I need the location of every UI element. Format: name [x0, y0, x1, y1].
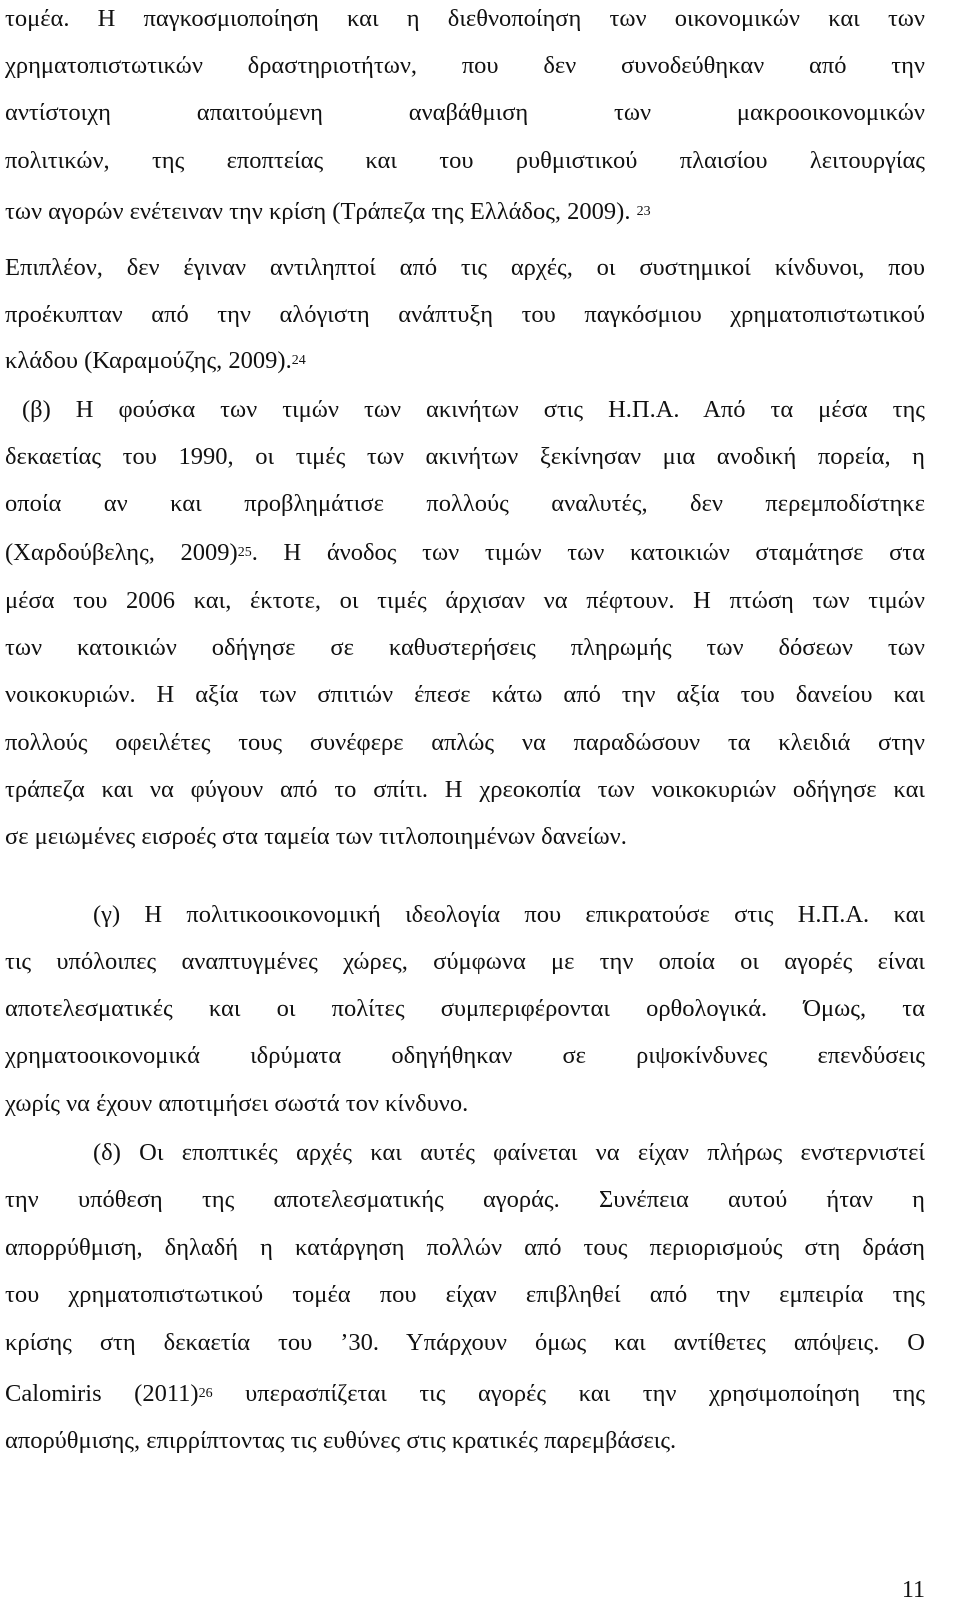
text-line — [5, 633, 925, 663]
line-text: κλάδου (Καραμούζης, 2009). — [5, 347, 292, 374]
line-text: αντίστοιχη απαιτούμενη αναβάθμιση των μακροοικονομικών — [5, 99, 925, 126]
line-text: (γ) Η πολιτικοοικονομική ιδεολογία που επικρατούσε στις Η.Π.Α. και — [93, 901, 925, 928]
text-line — [5, 1233, 925, 1263]
line-text: υπερασπίζεται τις αγορές και την χρησιμοποίηση της — [212, 1380, 925, 1407]
line-text: των κατοικιών οδήγησε σε καθυστερήσεις πληρωμής των δόσεων των — [5, 634, 925, 661]
text-line — [5, 822, 925, 852]
text-line — [5, 994, 925, 1024]
text-line — [5, 947, 925, 977]
text-line — [5, 1041, 925, 1071]
text-line — [5, 586, 925, 616]
line-text: (β) Η φούσκα των τιμών των ακινήτων στις Η.Π.Α. Από τα μέσα της — [22, 396, 925, 423]
line-text: χρηματοπιστωτικών δραστηριοτήτων, που δεν συνοδεύθηκαν από την — [5, 52, 925, 79]
line-text: την υπόθεση της αποτελεσματικής αγοράς. Συνέπεια αυτού ήταν η — [5, 1186, 925, 1213]
text-line — [22, 395, 925, 425]
page-number: 11 — [901, 1577, 925, 1603]
footnote-ref: 25 — [237, 545, 252, 560]
line-text: αποτελεσματικές και οι πολίτες συμπεριφέρονται ορθολογικά. Όμως, τα — [5, 995, 925, 1022]
text-line — [5, 538, 925, 568]
line-text: κρίσης στη δεκαετία του ’30. Υπάρχουν όμως και αντίθετες απόψεις. Ο — [5, 1329, 925, 1356]
text-line — [5, 1328, 925, 1358]
line-text: μέσα του 2006 και, έκτοτε, οι τιμές άρχισαν να πέφτουν. Η πτώση των τιμών — [5, 587, 925, 614]
line-text: (δ) Οι εποπτικές αρχές και αυτές φαίνεται να είχαν πλήρως ενστερνιστεί — [93, 1139, 925, 1166]
text-line — [5, 300, 925, 330]
text-line — [5, 146, 925, 176]
footnote-ref: 24 — [291, 353, 306, 368]
text-line — [5, 442, 925, 472]
line-text: χωρίς να έχουν αποτιμήσει σωστά τον κίνδυνο. — [5, 1090, 469, 1117]
line-text: Επιπλέον, δεν έγιναν αντιληπτοί από τις αρχές, οι συστημικοί κίνδυνοι, που — [5, 254, 925, 281]
text-line — [5, 197, 925, 227]
line-text: τομέα. Η παγκοσμιοποίηση και η διεθνοποίηση των οικονομικών και των — [5, 5, 925, 32]
line-text: πολιτικών, της εποπτείας και του ρυθμιστικού πλαισίου λειτουργίας — [5, 147, 925, 174]
text-line — [5, 1089, 925, 1119]
line-text: (Χαρδούβελης, 2009) — [5, 539, 238, 566]
text-line — [5, 775, 925, 805]
text-line — [5, 1379, 925, 1409]
line-text: του χρηματοπιστωτικού τομέα που είχαν επιβληθεί από την εμπειρία της — [5, 1281, 925, 1308]
line-text: σε μειωμένες εισροές στα ταμεία των τιτλοποιημένων δανείων. — [5, 823, 627, 850]
line-text: τις υπόλοιπες αναπτυγμένες χώρες, σύμφωνα με την οποία οι αγορές είναι — [5, 948, 925, 975]
text-line — [5, 489, 925, 519]
footnote-ref: 26 — [198, 1386, 213, 1401]
line-text: των αγορών ενέτειναν την κρίση (Τράπεζα της Ελλάδος, 2009). — [5, 198, 631, 225]
line-text: δεκαετίας του 1990, οι τιμές των ακινήτων ξεκίνησαν μια ανοδική πορεία, η — [5, 443, 925, 470]
line-text: απορύθμισης, επιρρίπτοντας τις ευθύνες στις κρατικές παρεμβάσεις. — [5, 1427, 677, 1454]
line-text: . Η άνοδος των τιμών των κατοικιών σταμάτησε στα — [251, 539, 925, 566]
footnote-ref: 23 — [636, 204, 651, 219]
line-text: Calomiris (2011) — [5, 1380, 199, 1407]
text-line — [93, 1138, 925, 1168]
text-line — [5, 680, 925, 710]
text-line — [93, 900, 925, 930]
line-text: χρηματοοικονομικά ιδρύματα οδηγήθηκαν σε ριψοκίνδυνες επενδύσεις — [5, 1042, 925, 1069]
text-line — [5, 253, 925, 283]
text-line — [5, 51, 925, 81]
text-line — [5, 346, 925, 376]
line-text: πολλούς οφειλέτες τους συνέφερε απλώς να παραδώσουν τα κλειδιά στην — [5, 729, 925, 756]
text-line — [5, 1185, 925, 1215]
line-text: προέκυπταν από την αλόγιστη ανάπτυξη του παγκόσμιου χρηματοπιστωτικού — [5, 301, 925, 328]
text-line — [5, 1280, 925, 1310]
text-line — [5, 1426, 925, 1456]
line-text: οποία αν και προβλημάτισε πολλούς αναλυτές, δεν περεμποδίστηκε — [5, 490, 925, 517]
line-text: απορρύθμιση, δηλαδή η κατάργηση πολλών από τους περιορισμούς στη δράση — [5, 1234, 925, 1261]
text-line — [5, 728, 925, 758]
text-line — [5, 4, 925, 34]
text-line — [5, 98, 925, 128]
line-text: νοικοκυριών. Η αξία των σπιτιών έπεσε κάτω από την αξία του δανείου και — [5, 681, 925, 708]
line-text: τράπεζα και να φύγουν από το σπίτι. Η χρεοκοπία των νοικοκυριών οδήγησε και — [5, 776, 925, 803]
